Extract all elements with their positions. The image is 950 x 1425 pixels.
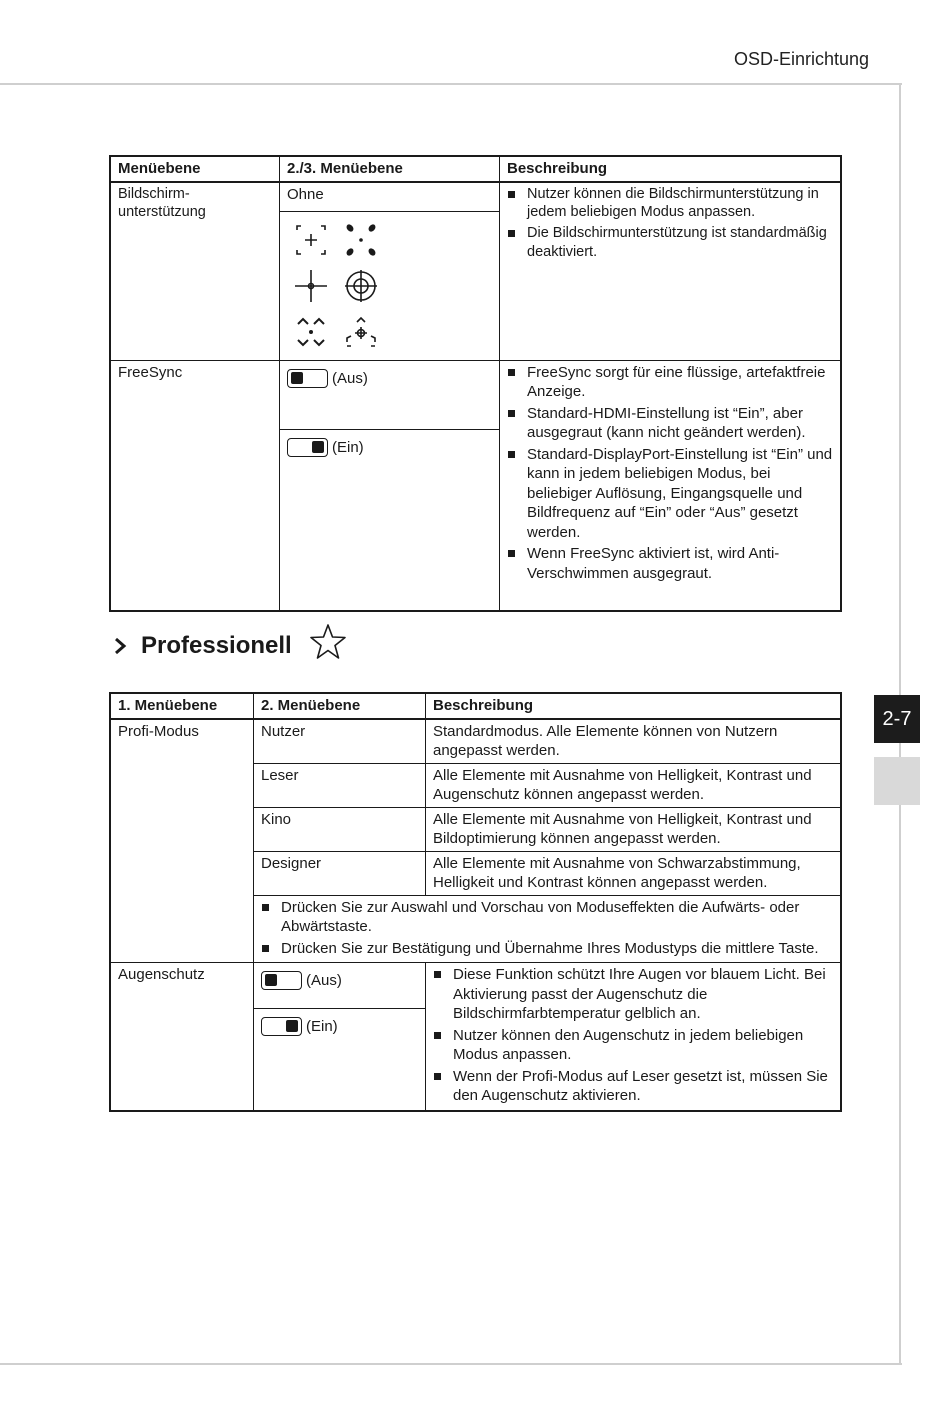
mode-name: Kino [254, 807, 426, 851]
screen-assist-description [500, 182, 842, 361]
screen-assist-label: Bildschirm-unterstützung [110, 182, 280, 361]
menu-table-2 [109, 692, 842, 1112]
header-menu-level-2: 2. Menüebene [254, 693, 426, 719]
toggle-off-icon [261, 971, 302, 990]
table-row [110, 963, 841, 1009]
eye-care-option-on: (Ein) [254, 1008, 426, 1110]
page-frame-top [0, 83, 902, 85]
mode-description: Standardmodus. Alle Elemente können von Nutzern angepasst werden. [426, 719, 842, 764]
page-tab-grey [874, 757, 920, 805]
table-row [110, 360, 841, 429]
crosshair-circle-icon [341, 266, 381, 306]
star-icon [308, 622, 348, 662]
list-item: Diese Funktion schützt Ihre Augen vor blauem Licht. Bei Aktivierung passt der Augenschutz die Bildschirmfarbtemperatur gelblich an. [433, 965, 833, 1024]
mode-name: Leser [254, 763, 426, 807]
crosshair-arrows-icon [291, 312, 331, 352]
header-description: Beschreibung [426, 693, 842, 719]
page-header-title: OSD-Einrichtung [733, 49, 869, 69]
list-item: Die Bildschirmunterstützung ist standardmäßig deaktiviert. [507, 224, 833, 262]
crosshair-dots-icon [341, 220, 381, 260]
eye-care-description [426, 963, 842, 1111]
table-header-row [110, 156, 841, 182]
freesync-option-on: (Ein) [280, 429, 500, 611]
table-row [110, 182, 841, 212]
page-frame-bottom [0, 1363, 902, 1365]
page-number-tab: 2-7 [874, 695, 920, 743]
eye-care-option-off: (Aus) [254, 963, 426, 1009]
screen-assist-icons-cell [280, 211, 500, 360]
table-row [110, 719, 841, 764]
option-none: Ohne [280, 182, 500, 212]
table-header-row [110, 693, 841, 719]
header-sub-level: 2./3. Menüebene [280, 156, 500, 182]
header-menu-level-1: 1. Menüebene [110, 693, 254, 719]
profi-mode-label: Profi-Modus [110, 719, 254, 963]
mode-description: Alle Elemente mit Ausnahme von Helligkeit, Kontrast und Bildoptimierung können angepasst werden. [426, 807, 842, 851]
section-heading [109, 630, 348, 662]
list-item: Drücken Sie zur Bestätigung und Übernahme Ihres Modustyps die mittlere Taste. [261, 939, 833, 959]
crosshair-plus-icon [291, 266, 331, 306]
mode-description: Alle Elemente mit Ausnahme von Schwarzabstimmung, Helligkeit und Kontrast können angepasst werden. [426, 851, 842, 895]
eye-care-label: Augenschutz [110, 963, 254, 1111]
list-item: Drücken Sie zur Auswahl und Vorschau von Moduseffekten die Aufwärts- oder Abwärtstaste. [261, 898, 833, 937]
list-item: Standard-DisplayPort-Einstellung ist “Ein” und kann in jedem beliebigen Modus, bei beliebiger Auflösung, Eingangsquelle und Bildfrequenz auf “Ein” oder “Aus” gesetzt werden. [507, 445, 833, 543]
toggle-on-icon [261, 1017, 302, 1036]
list-item: Wenn FreeSync aktiviert ist, wird Anti-Verschwimmen ausgegraut. [507, 544, 833, 583]
freesync-description [500, 360, 842, 611]
profi-mode-notes [254, 895, 842, 963]
toggle-on-icon [287, 438, 328, 457]
list-item: FreeSync sorgt für eine flüssige, artefaktfreie Anzeige. [507, 363, 833, 402]
list-item: Wenn der Profi-Modus auf Leser gesetzt ist, müssen Sie den Augenschutz aktivieren. [433, 1067, 833, 1106]
freesync-label: FreeSync [110, 360, 280, 611]
menu-table-1 [109, 155, 842, 612]
list-item: Nutzer können die Bildschirmunterstützung in jedem beliebigen Modus anpassen. [507, 185, 833, 223]
list-item: Standard-HDMI-Einstellung ist “Ein”, aber ausgegraut (kann nicht geändert werden). [507, 404, 833, 443]
toggle-off-icon [287, 369, 328, 388]
mode-description: Alle Elemente mit Ausnahme von Helligkeit, Kontrast und Augenschutz können angepasst werden. [426, 763, 842, 807]
list-item: Nutzer können den Augenschutz in jedem beliebigen Modus anpassen. [433, 1026, 833, 1065]
section-title: Professionell [141, 632, 292, 659]
crosshair-corners-icon [341, 312, 381, 352]
header-description: Beschreibung [500, 156, 842, 182]
freesync-option-off: (Aus) [280, 360, 500, 429]
crosshair-bracket-icon [291, 220, 331, 260]
chevron-right-icon [109, 635, 131, 657]
mode-name: Designer [254, 851, 426, 895]
header-menu-level: Menüebene [110, 156, 280, 182]
mode-name: Nutzer [254, 719, 426, 764]
